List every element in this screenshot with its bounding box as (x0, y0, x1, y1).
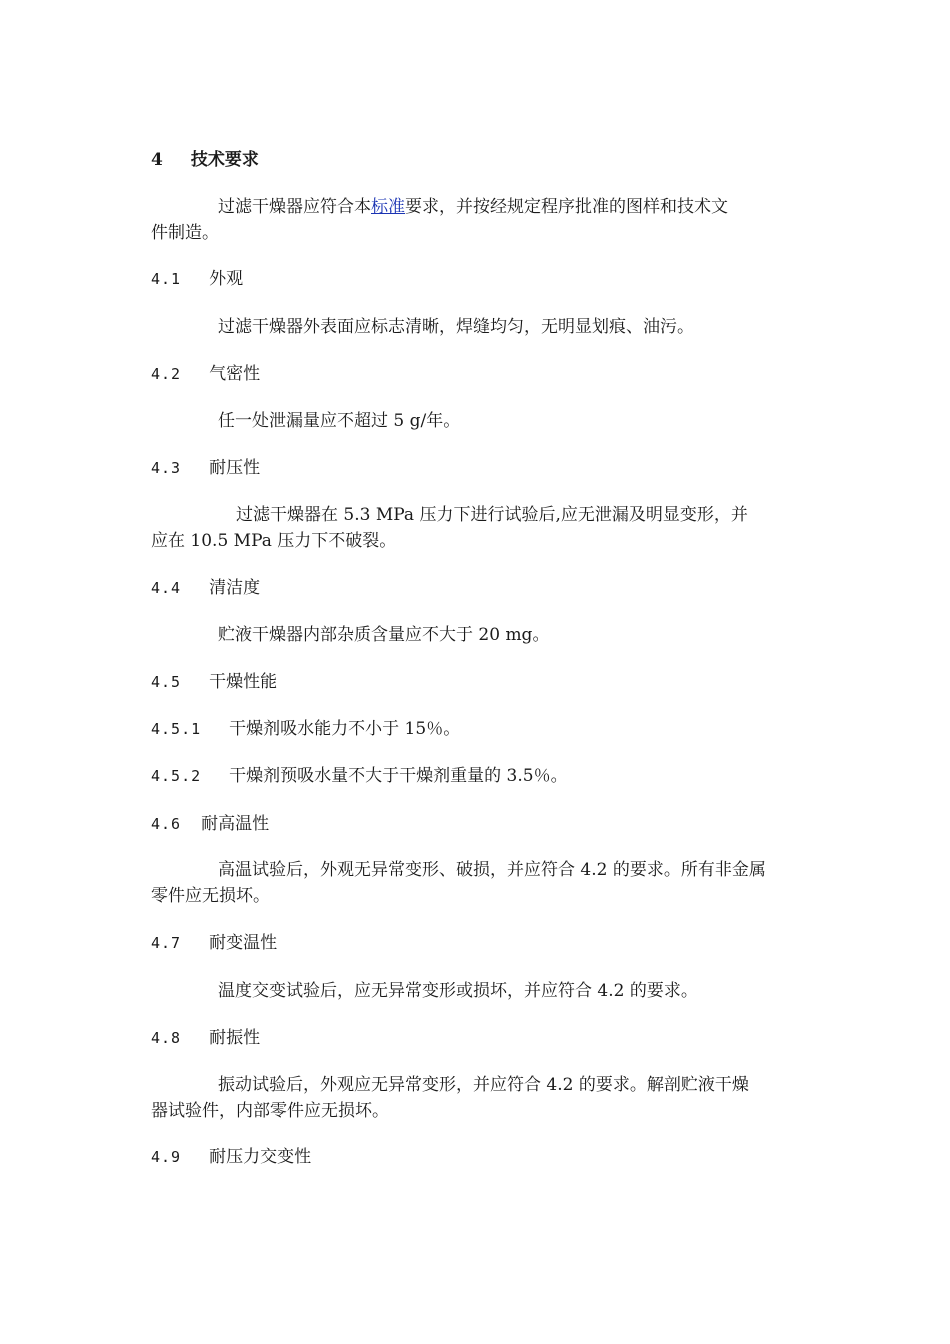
paragraph-4-7: 温度交变试验后，应无异常变形或损坏，并应符合 4.2 的要求。 (218, 981, 698, 1001)
heading-4-1: 4.1 外观 (151, 269, 244, 289)
paragraph-4-1: 过滤干燥器外表面应标志清晰，焊缝均匀，无明显划痕、油污。 (218, 317, 694, 337)
paragraph-4-4: 贮液干燥器内部杂质含量应不大于 20 mg。 (218, 625, 550, 645)
section-4-intro-cont: 件制造。 (151, 223, 219, 243)
heading-4-9: 4.9 耐压力交变性 (151, 1147, 312, 1167)
standard-link[interactable]: 标准 (371, 197, 405, 217)
section-4-intro: 过滤干燥器应符合本标准要求，并按经规定程序批准的图样和技术文 (218, 197, 728, 217)
heading-4-5: 4.5 干燥性能 (151, 672, 278, 692)
paragraph-4-8-cont: 器试验件，内部零件应无损坏。 (151, 1101, 389, 1121)
heading-4-5-2: 4.5.2 干燥剂预吸水量不大于干燥剂重量的 3.5％。 (151, 766, 568, 786)
paragraph-4-3-cont: 应在 10.5 MPa 压力下不破裂。 (151, 531, 397, 551)
section-title: 技术要求 (190, 150, 259, 170)
section-number: 4 (151, 150, 163, 170)
paragraph-4-6: 高温试验后，外观无异常变形、破损，并应符合 4.2 的要求。所有非金属 (218, 860, 766, 880)
heading-4-4: 4.4 清洁度 (151, 578, 261, 598)
heading-4-2: 4.2 气密性 (151, 364, 261, 384)
paragraph-4-3: 过滤干燥器在 5.3 MPa 压力下进行试验后,应无泄漏及明显变形，并 (236, 505, 748, 525)
paragraph-4-8: 振动试验后，外观应无异常变形，并应符合 4.2 的要求。解剖贮液干燥 (218, 1075, 749, 1095)
heading-4-6: 4.6 耐高温性 (151, 814, 270, 834)
paragraph-4-6-cont: 零件应无损坏。 (151, 886, 270, 906)
paragraph-4-2: 任一处泄漏量应不超过 5 g/年。 (218, 411, 461, 431)
section-4-heading (151, 147, 259, 173)
heading-4-3: 4.3 耐压性 (151, 458, 261, 478)
heading-4-5-1: 4.5.1 干燥剂吸水能力不小于 15％。 (151, 719, 461, 739)
heading-4-8: 4.8 耐振性 (151, 1028, 261, 1048)
heading-4-7: 4.7 耐变温性 (151, 933, 278, 953)
